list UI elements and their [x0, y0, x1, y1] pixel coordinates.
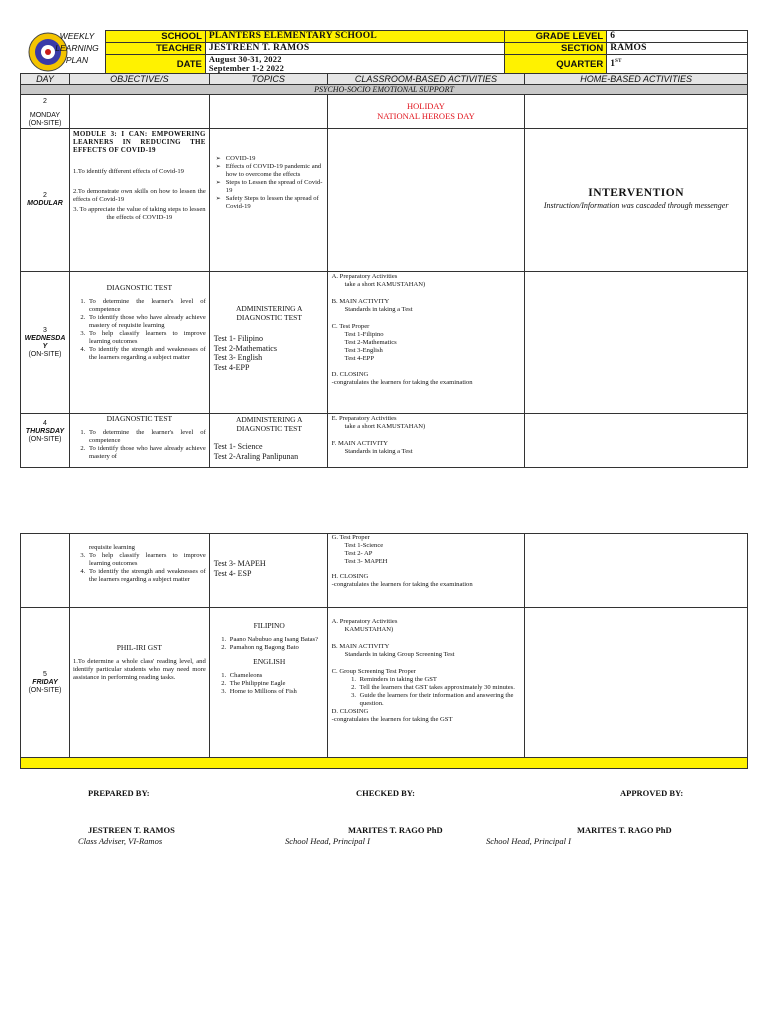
topic-title: ADMINISTERING A DIAGNOSTIC TEST — [235, 304, 303, 322]
day-mode: (ON-SITE) — [28, 350, 62, 358]
topic-item: Test 1- Filipino — [213, 334, 263, 343]
approved-by-label: APPROVED BY: — [620, 788, 684, 798]
quarter-value — [607, 55, 748, 75]
objective-title: PHIL-IRI GST — [116, 643, 162, 652]
topic-item: Test 2-Araling Panlipunan — [213, 451, 299, 461]
day-mode: (ON-SITE) — [28, 686, 62, 694]
day-name: MODULAR — [27, 200, 63, 207]
topic-item: ➢ Steps to Lessen the spread of Covid-19 — [226, 179, 325, 195]
weekly-plan-table — [20, 73, 748, 468]
objective-title: DIAGNOSTIC TEST — [106, 283, 173, 292]
column-header-home-activities: HOME-BASED ACTIVITIES — [525, 74, 748, 85]
grade-level-value: 6 — [607, 31, 748, 43]
objective-item: 4. To identify the strength and weaknesses of the learners regarding a subject matter — [87, 346, 206, 362]
plan-title-line: PLAN — [65, 55, 89, 65]
objective-title: DIAGNOSTIC TEST — [106, 414, 173, 423]
objective-item: 4. To identify the strength and weaknesses of the learners regarding a subject matter — [87, 568, 206, 584]
activity-heading: B. MAIN ACTIVITY — [331, 643, 390, 650]
activity-heading: H. CLOSING — [331, 573, 369, 580]
quarter-label: QUARTER — [505, 55, 607, 75]
topic-item: Test 2-Mathematics — [213, 343, 277, 353]
topic-item: 1. Paano Nabubuo ang Isang Batas? — [228, 636, 325, 644]
day-thursday — [21, 414, 70, 468]
wednesday-topics-cell — [209, 272, 327, 414]
activity-heading: D. CLOSING — [331, 708, 369, 715]
objective-item: 1.To identify different effects of Covid-19 — [72, 168, 184, 175]
topic-item: Test 4- ESP — [213, 568, 252, 578]
topic-item: ➢ COVID-19 — [226, 155, 325, 163]
activity-detail: KAMUSTAHAN) — [344, 626, 394, 633]
topic-item: Test 3- English — [213, 353, 263, 362]
thursday-objectives-cont-cell — [69, 534, 209, 608]
prepared-by-role: Class Adviser, VI-Ramos — [78, 836, 163, 846]
activity-heading: C. Group Screening Test Proper — [331, 668, 416, 675]
day-name: WEDNESDAY — [24, 334, 66, 350]
day-number: 5 — [43, 670, 47, 678]
day-name: MONDAY — [29, 112, 61, 119]
topic-item: ➢ Effects of COVID-19 pandemic and how to overcome the effects — [226, 163, 325, 179]
objective-item: 1.To determine a whole class' reading level, and identify particular students who may need more assistance in performing reading tasks. — [72, 658, 206, 681]
activity-heading: A. Preparatory Activities — [331, 618, 398, 625]
topic-item: Test 4-EPP — [213, 362, 250, 372]
module-title: MODULE 3: I CAN: EMPOWERING LEARNERS IN REDUCING THE EFFECTS OF COVID-19 — [72, 130, 206, 154]
topic-item: Test 1- Science — [213, 442, 263, 451]
activity-heading: E. Preparatory Activities — [331, 415, 397, 422]
activity-heading: D. CLOSING — [331, 371, 369, 378]
monday-objectives-cell — [69, 95, 209, 129]
activity-detail: Test 2-Mathematics — [344, 339, 397, 346]
activity-detail: Test 1-Filipino — [344, 331, 384, 338]
activity-detail: 3. Guide the learners for their information and answering the question. — [358, 692, 522, 708]
activity-detail: Test 3- MAPEH — [344, 558, 388, 565]
objective-item: 3. To appreciate the value of taking steps to lessen the effects of COVID-19 — [73, 206, 206, 221]
activity-detail: 1. Reminders in taking the GST — [358, 676, 522, 684]
activity-heading: A. Preparatory Activities — [331, 273, 398, 280]
day-name: FRIDAY — [32, 678, 58, 686]
thursday-home-cont-cell — [525, 534, 748, 608]
thursday-classroom-cell — [327, 414, 525, 468]
friday-classroom-cell — [327, 608, 525, 758]
column-header-day: DAY — [21, 74, 70, 85]
thursday-classroom-cont-cell — [327, 534, 525, 608]
friday-topics-cell — [209, 608, 327, 758]
date-line: September 1-2 2022 — [208, 63, 285, 73]
topic-item: 3. Home to Millions of Fish — [228, 688, 325, 696]
footer-yellow-band — [21, 758, 748, 769]
topic-item: 2. The Philippine Eagle — [228, 680, 325, 688]
wednesday-classroom-cell — [327, 272, 525, 414]
activity-detail: Standards in taking a Test — [344, 448, 413, 455]
prepared-by-label: PREPARED BY: — [88, 788, 150, 798]
day-number: 4 — [43, 420, 47, 427]
objective-item: 3. To help classify learners to improve learning outcomes — [87, 330, 206, 346]
prepared-by-name: JESTREEN T. RAMOS — [88, 825, 175, 835]
teacher-label: TEACHER — [106, 43, 206, 55]
activity-detail: Test 4-EPP — [344, 355, 375, 362]
objective-item: 2. To identify those who have already achieve mastery of — [87, 445, 206, 461]
wednesday-objectives-cell — [69, 272, 209, 414]
activity-detail: Test 3-English — [344, 347, 383, 354]
day-mode: (ON-SITE) — [28, 436, 62, 443]
section-value: RAMOS — [607, 43, 748, 55]
date-label: DATE — [106, 55, 206, 75]
tuesday-objectives-cell — [69, 129, 209, 272]
checked-by-name: MARITES T. RAGO PhD — [348, 825, 443, 835]
thursday-topics-cell — [209, 414, 327, 468]
quarter-suffix: ST — [615, 59, 622, 65]
day-mode: (ON-SITE) — [28, 120, 62, 127]
checked-by-label: CHECKED BY: — [356, 788, 415, 798]
quarter-number: 1 — [610, 59, 616, 70]
approved-by-role: School Head, Principal I — [486, 836, 571, 846]
activity-heading: F. MAIN ACTIVITY — [331, 440, 389, 447]
topic-item: 1. Chameleons — [228, 672, 325, 680]
topic-title: ENGLISH — [253, 657, 286, 666]
monday-home-cell — [525, 95, 748, 129]
activity-detail: Test 2- AP — [344, 550, 373, 557]
plan-title-line: LEARNING — [55, 43, 99, 53]
friday-objectives-cell — [69, 608, 209, 758]
thursday-topics-cont-cell — [209, 534, 327, 608]
friday-home-cell — [525, 608, 748, 758]
activity-heading: G. Test Proper — [331, 534, 370, 541]
day-number: 3 — [43, 326, 47, 334]
day-wednesday — [21, 272, 70, 414]
intervention-note: Instruction/Information was cascaded through messenger — [543, 201, 729, 210]
tuesday-topics-cell — [209, 129, 327, 272]
activity-detail: take a short KAMUSTAHAN) — [344, 423, 426, 430]
topic-title: ADMINISTERING A DIAGNOSTIC TEST — [235, 415, 303, 433]
holiday-name: NATIONAL HEROES DAY — [377, 111, 475, 121]
topic-item: 2. Pamahon ng Bagong Bato — [228, 644, 325, 652]
teacher-value: JESTREEN T. RAMOS — [205, 43, 504, 55]
objective-item: 1. To determine the learner's level of competence — [87, 298, 206, 314]
checked-by-role: School Head, Principal I — [285, 836, 370, 846]
wednesday-home-cell — [525, 272, 748, 414]
day-number: 2 — [43, 192, 47, 199]
grade-level-label: GRADE LEVEL — [505, 31, 607, 43]
tuesday-home-cell — [525, 129, 748, 272]
objective-item: 2.To demonstrate own skills on how to lessen the effects of Covid-19 — [72, 188, 206, 203]
activity-detail: take a short KAMUSTAHAN) — [344, 281, 426, 288]
date-line: August 30-31, 2022 — [208, 54, 282, 64]
activity-detail: Standards in taking Group Screening Test — [344, 651, 455, 658]
weekly-plan-table-continued — [20, 533, 748, 769]
intervention-title: INTERVENTION — [588, 187, 684, 199]
monday-topics-cell — [209, 95, 327, 129]
activity-detail: -congratulates the learners for taking the examination — [331, 379, 473, 386]
holiday-label: HOLIDAY — [406, 101, 445, 111]
date-value — [205, 55, 504, 75]
monday-classroom-cell — [327, 95, 525, 129]
column-header-topics: TOPICS — [209, 74, 327, 85]
psycho-socio-band: PSYCHO-SOCIO EMOTIONAL SUPPORT — [21, 85, 748, 95]
topic-item: Test 3- MAPEH — [213, 559, 266, 568]
school-value: PLANTERS ELEMENTARY SCHOOL — [205, 31, 504, 43]
day-number: 2 — [43, 98, 47, 105]
header-table — [105, 30, 748, 75]
approved-by-name: MARITES T. RAGO PhD — [577, 825, 672, 835]
column-header-objectives: OBJECTIVE/S — [69, 74, 209, 85]
weekly-learning-plan-title — [52, 30, 102, 66]
activity-detail: 2. Tell the learners that GST takes approximately 30 minutes. — [358, 684, 522, 692]
day-tuesday — [21, 129, 70, 272]
objective-item: 3. To help classify learners to improve learning outcomes — [87, 552, 206, 568]
day-friday — [21, 608, 70, 758]
activity-heading: C. Test Proper — [331, 323, 370, 330]
objective-item: 1. To determine the learner's level of competence — [87, 429, 206, 445]
school-label: SCHOOL — [106, 31, 206, 43]
section-label: SECTION — [505, 43, 607, 55]
thursday-objectives-cell — [69, 414, 209, 468]
objective-item: 2. To identify those who have already achieve mastery of requisite learning — [87, 314, 206, 330]
activity-heading: B. MAIN ACTIVITY — [331, 298, 390, 305]
activity-detail: Test 1-Science — [344, 542, 384, 549]
activity-detail: -congratulates the learners for taking the examination — [331, 581, 473, 588]
topic-item: ➢ Safety Steps to lessen the spread of Covid-19 — [226, 195, 325, 211]
thursday-day-cont-cell — [21, 534, 70, 608]
column-header-classroom-activities: CLASSROOM-BASED ACTIVITIES — [327, 74, 525, 85]
day-name: THURSDAY — [25, 428, 65, 435]
activity-detail: -congratulates the learners for taking the GST — [331, 716, 453, 723]
tuesday-classroom-cell — [327, 129, 525, 272]
thursday-home-cell — [525, 414, 748, 468]
day-monday — [21, 95, 70, 129]
plan-title-line: WEEKLY — [59, 31, 95, 41]
objective-item-cont: requisite learning — [88, 544, 135, 551]
activity-detail: Standards in taking a Test — [344, 306, 413, 313]
topic-title: FILIPINO — [253, 621, 285, 630]
